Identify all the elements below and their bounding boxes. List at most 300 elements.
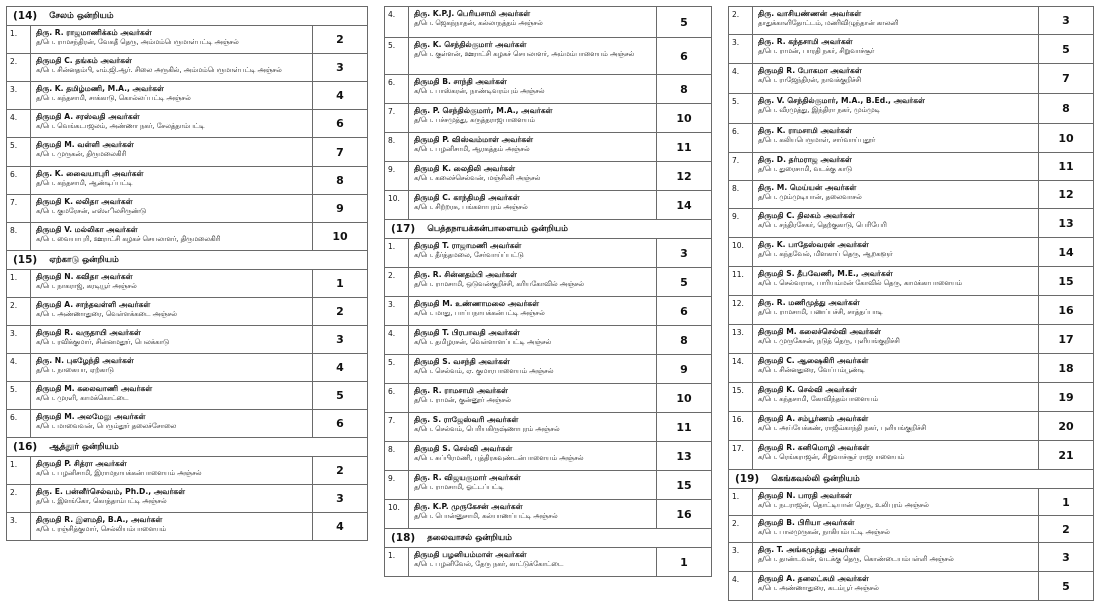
ward-number: 10: [312, 223, 367, 250]
ward-number: 14: [656, 191, 711, 219]
member-details: [753, 238, 1038, 266]
ward-number: 12: [656, 162, 711, 190]
member-name: திருமதி S. வசந்தி அவர்கள்: [414, 357, 510, 366]
member-details: [31, 54, 312, 81]
member-details: [753, 354, 1038, 382]
member-entry: [7, 513, 367, 541]
serial-number: 2.: [385, 268, 409, 296]
member-details: [31, 354, 312, 381]
member-name: திருமதி A. சம்பூர்ணம் அவர்கள்: [758, 414, 869, 423]
member-address: க/பெ. அண்ணாதுரை, கடம்பூர் அஞ்சல்: [758, 584, 879, 592]
member-table: [6, 6, 368, 541]
member-details: [753, 209, 1038, 237]
member-details: [31, 513, 312, 540]
member-entry: [7, 195, 367, 223]
serial-number: 10.: [385, 500, 409, 528]
member-address: க/பெ. அண்ணாதுரை, வெள்ளக்கடை அஞ்சல்: [36, 310, 177, 318]
serial-number: 4.: [729, 572, 753, 600]
serial-number: 17.: [729, 441, 753, 469]
serial-number: 5.: [385, 38, 409, 74]
member-address: க/பெ. ரவிக்குமார், சின்னமதூர், பெலக்காடு: [36, 338, 170, 346]
member-address: க/பெ. கந்தசாமி, கோவிந்தம்பாளையம்: [758, 395, 878, 403]
member-entry: [385, 326, 711, 355]
member-details: [31, 382, 312, 409]
member-details: [409, 191, 656, 219]
member-name: திருமதி C. தங்கம் அவர்கள்: [36, 56, 132, 65]
member-address: த/பெ. ராமசாமி, பணப்பச்சி, சாத்தப்பாடி: [758, 308, 883, 316]
ward-number: 1: [656, 548, 711, 576]
member-name: திருமதி R. வருதாயி அவர்கள்: [36, 328, 141, 337]
member-details: [753, 153, 1038, 180]
section-number: (14): [13, 10, 38, 22]
serial-number: 3.: [7, 326, 31, 353]
member-details: [409, 297, 656, 325]
section-number: (18): [391, 532, 416, 544]
member-name: திருமதி K. லலிதா அவர்கள்: [36, 197, 133, 206]
member-entry: [729, 543, 1093, 572]
member-address: த/பெ. வீரமுத்து, இந்திரா நகர், மும்முடி: [758, 106, 880, 114]
section-title: ஆத்தூர் ஒன்றியம்: [49, 441, 119, 452]
member-details: [753, 35, 1038, 63]
member-table: [384, 6, 712, 577]
ward-number: 3: [656, 239, 711, 267]
member-entry: [729, 153, 1093, 181]
member-address: த/பெ. ராமசாமி, ஓட்டப்பட்டி: [414, 483, 504, 491]
member-entry: [729, 441, 1093, 470]
member-details: [409, 442, 656, 470]
member-entry: [7, 110, 367, 138]
serial-number: 7.: [385, 413, 409, 441]
member-details: [31, 195, 312, 222]
member-entry: [729, 325, 1093, 354]
member-name: திருமதி P. சித்ரா அவர்கள்: [36, 459, 127, 468]
member-name: திருமதி K. லைதிலி அவர்கள்: [414, 164, 516, 173]
member-details: [753, 412, 1038, 440]
member-entry: [729, 383, 1093, 412]
member-details: [31, 485, 312, 512]
ward-number: 4: [312, 82, 367, 109]
member-address: த/பெ. ராமன், குன்னூர் அஞ்சல்: [414, 396, 511, 404]
member-entry: [7, 354, 367, 382]
ward-number: 6: [312, 110, 367, 137]
serial-number: 6.: [7, 167, 31, 194]
member-details: [409, 500, 656, 528]
serial-number: 7.: [385, 104, 409, 132]
member-details: [31, 167, 312, 194]
member-address: த/பெ. ஜெகந்நாதன், கல்லாநத்தம் அஞ்சல்: [414, 19, 543, 27]
member-name: திரு. R. விஜயகுமார் அவர்கள்: [414, 473, 521, 482]
member-address: த/பெ. கந்தசாமி, ஆண்டிப்பட்டி: [36, 179, 133, 187]
ward-number: 15: [656, 471, 711, 499]
section-header: [7, 7, 367, 26]
serial-number: 12.: [729, 296, 753, 324]
member-name: திரு. P. செந்தில்குமார், M.A., அவர்கள்: [414, 106, 553, 115]
member-address: க/பெ. சிற்றரசு, பங்களாபுரம் அஞ்சல்: [414, 203, 528, 211]
serial-number: 8.: [385, 133, 409, 161]
member-entry: [729, 354, 1093, 383]
ward-number: 10: [1038, 124, 1093, 152]
member-address: க/பெ. மாவைவன், பெரும்தூர் தலைச்சோலை: [36, 422, 177, 430]
member-address: க/பெ. ரெங்கராஜன், சிறுவாச்சூர் ராஜபாளையம்: [758, 453, 905, 461]
member-name: திருமதி P. விஸ்வம்மாள் அவர்கள்: [414, 135, 534, 144]
member-address: க/பெ. சுப்பிரமணி, புத்திரகவுண்டன்பாளையம் அஞ்சல்: [414, 454, 584, 462]
member-name: திரு. T. அங்கமுத்து அவர்கள்: [758, 545, 861, 554]
member-entry: [385, 162, 711, 191]
serial-number: 9.: [385, 471, 409, 499]
ward-number: 2: [312, 298, 367, 325]
section-number: (16): [13, 441, 38, 453]
member-details: [31, 26, 312, 53]
member-entry: [385, 384, 711, 413]
member-name: திரு. K. வைையாபுரி அவர்கள்: [36, 169, 144, 178]
member-name: திருமதி A. சாந்தவள்ளி அவர்கள்: [36, 300, 151, 309]
ward-number: 13: [1038, 209, 1093, 237]
ward-number: 1: [312, 270, 367, 297]
member-entry: [7, 223, 367, 251]
member-entry: [385, 75, 711, 104]
member-address: க/பெ. முரளி, காமக்கொட்டை: [36, 394, 129, 402]
ward-number: 8: [656, 326, 711, 354]
member-name: திரு. R. மணிமுத்து அவர்கள்: [758, 298, 860, 307]
member-name: திருமதி T. பிரபாவதி அவர்கள்: [414, 328, 520, 337]
member-name: திரு. M. மெய்யன் அவர்கள்: [758, 183, 857, 192]
section-header: [729, 470, 1093, 489]
member-details: [409, 355, 656, 383]
ward-number: 18: [1038, 354, 1093, 382]
member-address: க/பெ. முருகன், திருமலைகிரி: [36, 150, 127, 158]
ward-number: 3: [312, 54, 367, 81]
serial-number: 4.: [385, 326, 409, 354]
ward-number: 9: [312, 195, 367, 222]
member-details: [31, 457, 312, 484]
member-name: திருமதி T. ராஜாமணி அவர்கள்: [414, 241, 522, 250]
member-name: திருமதி M. கலைச்செல்வி அவர்கள்: [758, 327, 881, 336]
member-details: [753, 124, 1038, 152]
serial-number: 5.: [7, 138, 31, 166]
section-number: (17): [391, 223, 416, 235]
member-details: [753, 441, 1038, 469]
member-address: த/பெ. ராமசாமி, ஒடுவன்குறிச்சி, கரியகோவில் அஞ்சல்: [414, 280, 584, 288]
ward-number: 19: [1038, 383, 1093, 411]
member-address: க/பெ. தீர்த்தமலை, சேர்வாய்ப்பட்டு: [414, 251, 524, 259]
member-name: திரு. R. கந்தசாமி அவர்கள்: [758, 37, 853, 46]
member-name: திரு. R. ராமசாமி அவர்கள்: [414, 386, 508, 395]
member-details: [409, 326, 656, 354]
member-address: த/பெ. பொன்னுசாமி, கல்யாணப்பட்டி அஞ்சல்: [414, 512, 558, 520]
member-name: திருமதி S. தீபவேணி, M.E., அவர்கள்: [758, 269, 893, 278]
ward-number: 2: [1038, 516, 1093, 542]
member-details: [31, 326, 312, 353]
member-address: க/பெ. சின்னதம்பி, எம்.ஜி.ஆர். சிலை அருகில், அம்மம்பெருமாள்பட்டி அஞ்சல்: [36, 66, 282, 74]
ward-number: 1: [1038, 489, 1093, 515]
ward-number: 4: [312, 354, 367, 381]
serial-number: 14.: [729, 354, 753, 382]
ward-number: 10: [656, 384, 711, 412]
member-entry: [7, 298, 367, 326]
member-details: [409, 384, 656, 412]
ward-number: 5: [1038, 572, 1093, 600]
member-details: [409, 162, 656, 190]
member-name: திருமதி M. அலமேலு அவர்கள்: [36, 412, 146, 421]
member-address: க/பெ. நாகராஜ், கரடியூர் அஞ்சல்: [36, 282, 137, 290]
member-entry: [7, 167, 367, 195]
member-address: த/பெ. இளங்கோ, கொத்தாம்பட்டி அஞ்சல்: [36, 497, 167, 505]
member-entry: [385, 297, 711, 326]
serial-number: 2.: [729, 516, 753, 542]
serial-number: 3.: [7, 82, 31, 109]
member-name: திருமதி S. செல்வி அவர்கள்: [414, 444, 513, 453]
member-entry: [729, 64, 1093, 94]
serial-number: 16.: [729, 412, 753, 440]
ward-number: 17: [1038, 325, 1093, 353]
serial-number: 3.: [729, 35, 753, 63]
member-address: த/பெ. நாகையா, ஏற்காடு: [36, 366, 114, 374]
member-address: க/பெ. செல்வம், ஏ. குமாரபாளையம் அஞ்சல்: [414, 367, 554, 375]
member-name: திருமதி N. பாரதி அவர்கள்: [758, 491, 852, 500]
member-details: [31, 270, 312, 297]
serial-number: 4.: [385, 7, 409, 37]
member-entry: [729, 94, 1093, 124]
member-name: திரு. K. பாதேஸ்வரன் அவர்கள்: [758, 240, 869, 249]
member-name: திருமதி பழனியம்மாள் அவர்கள்: [414, 550, 527, 559]
member-details: [753, 516, 1038, 542]
column-left: [6, 6, 368, 541]
member-address: க/பெ. பழனிசாமி, ஆரகத்தம் அஞ்சல்: [414, 145, 530, 153]
member-entry: [385, 38, 711, 75]
serial-number: 1.: [385, 548, 409, 576]
member-entry: [385, 268, 711, 297]
section-header: [7, 251, 367, 270]
member-details: [409, 104, 656, 132]
serial-number: 8.: [385, 442, 409, 470]
ward-number: 8: [656, 75, 711, 103]
member-address: க/பெ. சின்னதுரை, வேப்பம்பூண்டி: [758, 366, 865, 374]
member-entry: [7, 26, 367, 54]
serial-number: 5.: [729, 94, 753, 123]
member-address: க/பெ. வையாபுரி, ஊராட்சி கழகச் செயலாளர், திருமலைகிரி: [36, 235, 221, 243]
ward-number: 13: [656, 442, 711, 470]
serial-number: 9.: [729, 209, 753, 237]
serial-number: 10.: [385, 191, 409, 219]
member-name: திருமதி R. போகமா அவர்கள்: [758, 66, 862, 75]
member-details: [409, 239, 656, 267]
member-address: க/பெ. சந்திரசேகர், தெற்குகாடு, பெரியேரி: [758, 221, 887, 229]
ward-number: 16: [656, 500, 711, 528]
column-right: [728, 6, 1094, 601]
member-details: [753, 325, 1038, 353]
member-details: [409, 471, 656, 499]
member-details: [409, 75, 656, 103]
member-name: திரு. D. தர்மராஜ அவர்கள்: [758, 155, 852, 164]
member-details: [753, 7, 1038, 34]
member-address: க/பெ. முருகேசன், நடுத் தெரு, புளியங்குறிச்சி: [758, 337, 900, 345]
member-entry: [385, 191, 711, 220]
member-entry: [385, 355, 711, 384]
member-address: க/பெ. நடராஜன், தொட்டியான் தெரு, உலிபுரம் அஞ்சல்: [758, 501, 929, 509]
member-entry: [7, 457, 367, 485]
member-address: த/பெ. தாண்டவன், வடக்கு தெரு, கொண்டையம்பள்ளி அஞ்சல்: [758, 555, 954, 563]
member-address: க/பெ. ராஜேந்திரன், நாவக்குறிச்சி: [758, 76, 861, 84]
member-entry: [385, 413, 711, 442]
member-name: திருமதி M. வள்ளி அவர்கள்: [36, 140, 134, 149]
serial-number: 7.: [729, 153, 753, 180]
member-entry: [729, 516, 1093, 543]
serial-number: 1.: [7, 270, 31, 297]
member-entry: [385, 133, 711, 162]
member-details: [31, 410, 312, 437]
member-entry: [729, 572, 1093, 601]
member-details: [753, 267, 1038, 295]
member-name: திருமதி R. கனிமொழி அவர்கள்: [758, 443, 870, 452]
serial-number: 1.: [385, 239, 409, 267]
member-entry: [7, 54, 367, 82]
ward-number: 8: [1038, 94, 1093, 123]
serial-number: 2.: [7, 485, 31, 512]
ward-number: 7: [312, 138, 367, 166]
section-title: கெங்கவல்லி ஒன்றியம்: [771, 473, 860, 484]
member-entry: [729, 7, 1093, 35]
section-number: (19): [735, 473, 760, 485]
member-address: க/பெ. செல்வம், பெரியகிருஷ்ணாபுரம் அஞ்சல்: [414, 425, 560, 433]
ward-number: 5: [1038, 35, 1093, 63]
member-entry: [729, 181, 1093, 209]
member-name: திரு. K. செந்தில்குமார் அவர்கள்: [414, 40, 527, 49]
member-entry: [7, 270, 367, 298]
member-details: [31, 223, 312, 250]
member-address: த/பெ. குள்ளன், ஊராட்சி கழகச் செயலாளர், அம்மம்பாளையம் அஞ்சல்: [414, 50, 635, 58]
member-details: [409, 133, 656, 161]
member-details: [753, 296, 1038, 324]
member-details: [409, 7, 656, 37]
member-address: த/பெ. துரைசாமி, வடக்கு காடு: [758, 165, 852, 173]
member-entry: [7, 485, 367, 513]
ward-number: 10: [656, 104, 711, 132]
member-details: [753, 64, 1038, 93]
member-address: க/பெ. கலைச்செல்வன், மஞ்சினி அஞ்சல்: [414, 174, 541, 182]
member-entry: [729, 238, 1093, 267]
member-name: திரு. S. ராஜேஸ்வரி அவர்கள்: [414, 415, 519, 424]
ward-number: 6: [656, 38, 711, 74]
ward-number: 2: [312, 26, 367, 53]
ward-number: 11: [656, 413, 711, 441]
member-entry: [7, 138, 367, 167]
member-entry: [385, 548, 711, 577]
serial-number: 5.: [7, 382, 31, 409]
ward-number: 4: [312, 513, 367, 540]
serial-number: 1.: [7, 26, 31, 53]
member-details: [753, 572, 1038, 600]
ward-number: 5: [656, 7, 711, 37]
ward-number: 5: [312, 382, 367, 409]
member-name: திரு. R. சின்னதம்பி அவர்கள்: [414, 270, 517, 279]
member-name: திரு. K.P.J. பெரியசாமி அவர்கள்: [414, 9, 531, 18]
ward-number: 2: [312, 457, 367, 484]
member-address: க/பெ. பாஸ்கரன், நாண்டிவரம்பும் அஞ்சல்: [414, 87, 545, 95]
member-address: க/பெ. தமிழரசன், வெள்ளாளப்பட்டி அஞ்சல்: [414, 338, 552, 346]
member-details: [31, 110, 312, 137]
ward-number: 3: [312, 326, 367, 353]
serial-number: 6.: [385, 75, 409, 103]
member-name: திருமதி M. கலைவாணி அவர்கள்: [36, 384, 153, 393]
section-header: [385, 220, 711, 239]
member-entry: [385, 471, 711, 500]
member-entry: [385, 239, 711, 268]
member-address: த/பெ. பச்சமுத்து, கருத்தராஜபாளையம்: [414, 116, 535, 124]
member-entry: [7, 382, 367, 410]
serial-number: 13.: [729, 325, 753, 353]
member-address: த/பெ. கந்தசாமி, சாக்காடு, கொல்லப்பட்டி அஞ்சல்: [36, 94, 191, 102]
member-name: திருமதி C. திலகம் அவர்கள்: [758, 211, 855, 220]
member-entry: [7, 82, 367, 110]
section-title: சேலம் ஒன்றியம்: [49, 10, 114, 21]
serial-number: 9.: [385, 162, 409, 190]
member-address: க/பெ. அய்யேக்கண், ராஜீவ்காந்தி நகர், புளியங்குறிச்சி: [758, 424, 927, 432]
member-details: [31, 138, 312, 166]
member-name: திரு. V. செந்தில்குமார், M.A., B.Ed., அவர்கள்: [758, 96, 925, 105]
section-title: ஏற்காடு ஒன்றியம்: [49, 254, 119, 265]
ward-number: 6: [656, 297, 711, 325]
member-address: க/பெ. செல்வராசு, பாரியம்மன் கோவில் தெரு, காமக்காபாளையம்: [758, 279, 963, 287]
serial-number: 1.: [7, 457, 31, 484]
member-details: [409, 413, 656, 441]
member-address: த/பெ. மும்முடியான், தலைவாசல்: [758, 193, 862, 201]
serial-number: 7.: [7, 195, 31, 222]
serial-number: 3.: [729, 543, 753, 571]
ward-number: 11: [656, 133, 711, 161]
member-entry: [385, 442, 711, 471]
member-details: [31, 82, 312, 109]
member-details: [409, 548, 656, 576]
serial-number: 4.: [7, 110, 31, 137]
member-name: திருமதி R. இளமதி, B.A., அவர்கள்: [36, 515, 163, 524]
serial-number: 15.: [729, 383, 753, 411]
ward-number: 8: [312, 167, 367, 194]
section-header: [7, 438, 367, 457]
member-table: [728, 6, 1094, 601]
member-name: திருமதி B. சாந்தி அவர்கள்: [414, 77, 507, 86]
section-header: [385, 529, 711, 548]
member-address: தாதுக்காளிதோட்டம், மணிவிழுந்தான் காலனி: [758, 19, 899, 27]
member-name: திரு. K.P. முருகேசன் அவர்கள்: [414, 502, 523, 511]
ward-number: 3: [312, 485, 367, 512]
serial-number: 10.: [729, 238, 753, 266]
member-details: [409, 268, 656, 296]
member-address: த/பெ. கந்தவேல், மிளகாய் தெரு, ஆறகளூர்: [758, 250, 893, 258]
member-entry: [729, 489, 1093, 516]
member-name: திரு. K. ராமசாமி அவர்கள்: [758, 126, 852, 135]
member-name: திருமதி K. செல்வி அவர்கள்: [758, 385, 857, 394]
member-name: திரு. வாசியண்ணன் அவர்கள்: [758, 9, 862, 18]
member-name: திருமதி B. பிரியா அவர்கள்: [758, 518, 855, 527]
serial-number: 4.: [7, 354, 31, 381]
member-details: [753, 181, 1038, 208]
member-name: திரு. K. தமிழ்மணி, M.A., அவர்கள்: [36, 84, 164, 93]
member-entry: [385, 500, 711, 529]
section-title: பெத்தநாயக்கன்பாளையம் ஒன்றியம்: [427, 223, 568, 234]
member-entry: [7, 410, 367, 438]
ward-number: 6: [312, 410, 367, 437]
member-details: [31, 298, 312, 325]
ward-number: 20: [1038, 412, 1093, 440]
ward-number: 3: [1038, 7, 1093, 34]
member-name: திரு. R. ராஜமாணிக்கம் அவர்கள்: [36, 28, 152, 37]
member-entry: [729, 267, 1093, 296]
member-entry: [729, 412, 1093, 441]
member-name: திருமதி C. காந்திமதி அவர்கள்: [414, 193, 520, 202]
column-middle: [384, 6, 712, 577]
serial-number: 2.: [729, 7, 753, 34]
serial-number: 1.: [729, 489, 753, 515]
